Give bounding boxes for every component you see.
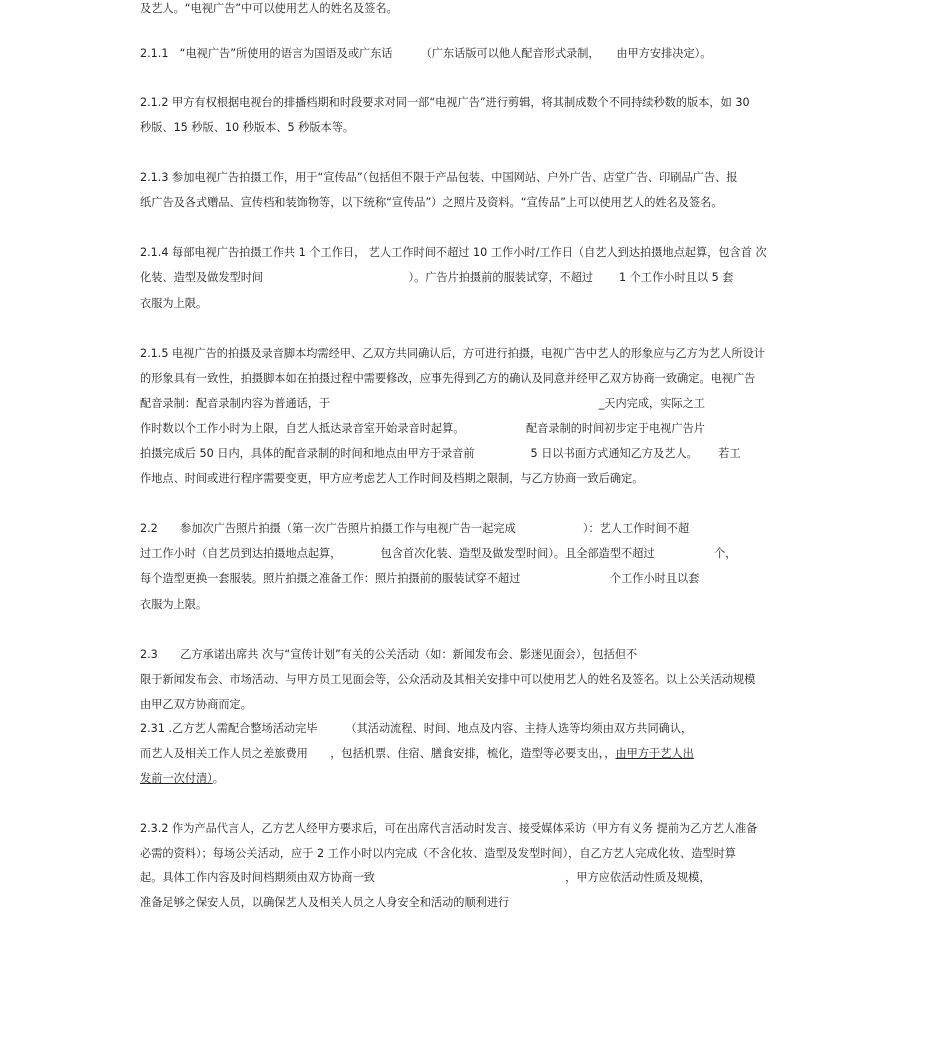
text-line: 过工作小时（自艺员到达拍摄地点起算， 包含首次化装、造型及做发型时间）。且全部造型不超过 个， (140, 547, 737, 560)
text-line: 衣服为上限。 (140, 297, 208, 310)
text-line (140, 772, 224, 786)
text-line: 拍摄完成后 50 日内，具体的配音录制的时间和地点由甲方于录音前 5 日以书面方式通知乙方及艺人。 若工 (140, 447, 741, 460)
text-line: 起。具体工作内容及时间档期须由双方协商一致 ，甲方应依活动性质及规模， (140, 871, 711, 884)
underlined-text: 由甲方于艺人出 (615, 747, 694, 760)
text-line: 必需的资料）；每场公关活动，应于 2 工作小时以内完成（不含化妆、造型及发型时间），自乙方艺人完成化妆、造型时算 (140, 847, 736, 860)
text-line: 配音录制：配音录制内容为普通话，于 _天内完成，实际之工 (140, 397, 705, 410)
text-line: 准备足够之保安人员，以确保艺人及相关人员之人身安全和活动的顺利进行 (140, 896, 510, 909)
text-span: 而艺人及相关工作人员之差旅费用 ，包括机票、住宿、膳食安排，梳化，造型等必要支出，， (140, 747, 616, 760)
underlined-text: 发前一次付清） (140, 772, 213, 785)
clause-2-1-5: 2.1.5 电视广告的拍摄及录音脚本均需经甲、乙双方共同确认后，方可进行拍摄，电视广告中艺人的形象应与乙方为艺人所设计 (140, 347, 765, 360)
text-line: 化装、造型及做发型时间 ）。广告片拍摄前的服装试穿，不超过 1 个工作小时且以 5 套 (140, 271, 734, 284)
text-line: 秒版、15 秒版、10 秒版本、5 秒版本等。 (140, 121, 355, 134)
clause-2-1-4: 2.1.4 每部电视广告拍摄工作共 1 个工作日， 艺人工作时间不超过 10 工作小时/工作日（自艺人到达拍摄地点起算，包含首 次 (140, 246, 767, 259)
text-line: 纸广告及各式赠品、宣传档和装饰物等，以下统称“宣传品”）之照片及资料。“宣传品”上可以使用艺人的姓名及签名。 (140, 196, 723, 209)
clause-2-1-3: 2.1.3 参加电视广告拍摄工作，用于“宣传品”（包括但不限于产品包装、中国网站、户外广告、店堂广告、印刷品广告、报 (140, 171, 738, 184)
clause-2-1-2: 2.1.2 甲方有权根据电视台的排播档期和时段要求对同一部“电视广告”进行剪辑，将其制成数个不同持续秒数的版本，如 30 (140, 96, 750, 109)
clause-2-1-1: 2.1.1 “电视广告”所使用的语言为国语及或广东话 （广东话版可以他人配音形式录制， 由甲方安排决定）。 (140, 47, 712, 60)
text-line: 的形象具有一致性，拍摄脚本如在拍摄过程中需要修改，应事先得到乙方的确认及同意并经甲乙双方协商一致确定。电视广告 (140, 372, 756, 385)
text-line: 每个造型更换一套服装。照片拍摄之准备工作：照片拍摄前的服装试穿不超过 个工作小时且以套 (140, 572, 700, 585)
text-line: 衣服为上限。 (140, 598, 208, 611)
clause-2-2: 2.2 参加次广告照片拍摄（第一次广告照片拍摄工作与电视广告一起完成 ）：艺人工作时间不超 (140, 522, 690, 535)
text-line: 作地点、时间或进行程序需要变更，甲方应考虑艺人工作时间及档期之限制，与乙方协商一致后确定。 (140, 472, 644, 485)
clause-2-3-1: 2.31 .乙方艺人需配合整场活动完毕 （其活动流程、时间、地点及内容、主持人选等均须由双方共同确认， (140, 722, 693, 735)
clause-2-3: 2.3 乙方承诺出席共 次与“宣传计划”有关的公关活动（如：新闻发布会、影迷见面会），包括但不 (140, 648, 638, 661)
text-line: 及艺人。“电视广告”中可以使用艺人的姓名及签名。 (140, 2, 398, 15)
text-span: 。 (212, 772, 224, 785)
text-line (140, 747, 694, 761)
clause-2-3-2: 2.3.2 作为产品代言人，乙方艺人经甲方要求后，可在出席代言活动时发言、接受媒体采访（甲方有义务 提前为乙方艺人准备 (140, 822, 758, 835)
text-line: 作时数以个工作小时为上限，自艺人抵达录音室开始录音时起算。 配音录制的时间初步定于电视广告片 (140, 422, 705, 435)
text-line: 由甲乙双方协商而定。 (140, 698, 252, 711)
text-line: 限于新闻发布会、市场活动、与甲方员工见面会等，公众活动及其相关安排中可以使用艺人的姓名及签名。以上公关活动规模 (140, 673, 756, 686)
